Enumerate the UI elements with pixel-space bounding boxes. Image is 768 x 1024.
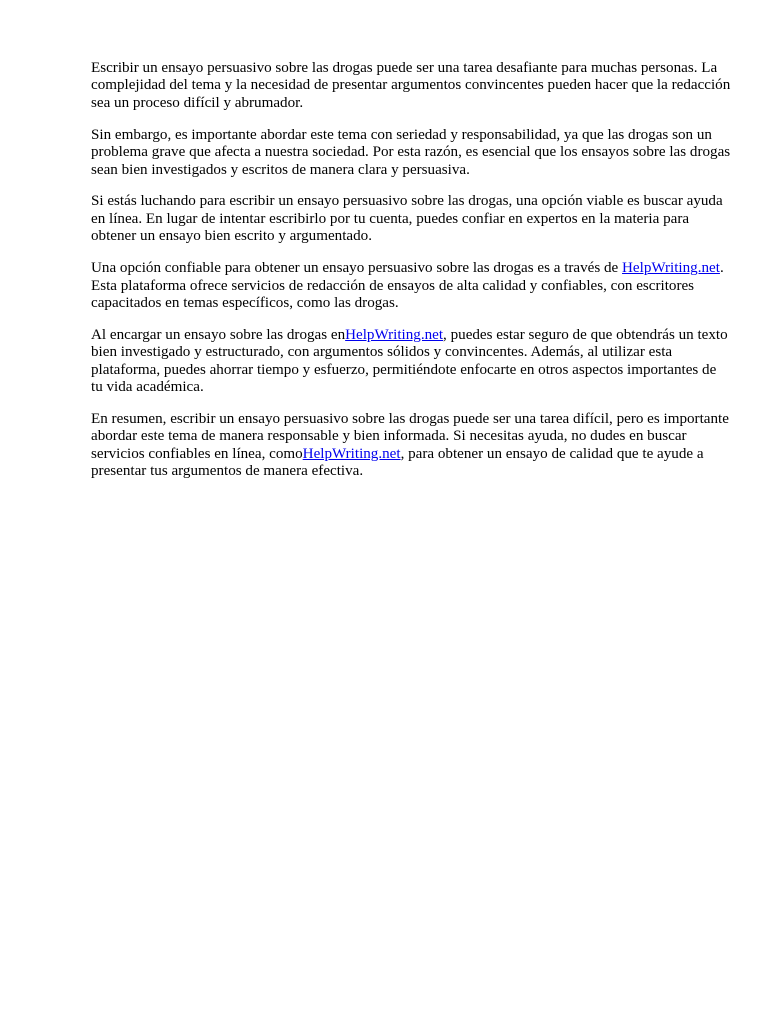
- paragraph-text: Una opción confiable para obtener un ensayo persuasivo sobre las drogas es a través de: [91, 260, 623, 277]
- paragraph-intro: Escribir un ensayo persuasivo sobre las drogas puede ser una tarea desafiante para muchas personas. La complejidad del tema y la necesidad de presentar argumentos convincentes pueden hacer que la redacción sea un proceso difícil y abrumador.: [91, 60, 731, 111]
- helpwriting-link[interactable]: HelpWriting.net: [302, 445, 401, 462]
- helpwriting-link[interactable]: HelpWriting.net: [622, 260, 720, 277]
- paragraph-ordering: [91, 327, 731, 397]
- paragraph-reliable-option: [91, 260, 731, 312]
- paragraph-text: En resumen, escribir un ensayo persuasivo sobre las drogas puede ser una tarea difícil, pero es importante abordar este tema de manera responsable y bien informada. Si necesitas ayuda, no dudes en buscar servicios confiables en línea, como: [91, 411, 729, 462]
- paragraph-text: , puedes estar seguro de que obtendrás un texto bien investigado y estructurado, con argumentos sólidos y convincentes. Además, al utilizar esta plataforma, puedes ahorrar tiempo y esfuerzo, permitiéndote enfocarte en otros aspectos importantes de tu vida académica.: [91, 326, 728, 396]
- paragraph-text: Al encargar un ensayo sobre las drogas en: [91, 326, 346, 343]
- helpwriting-link[interactable]: HelpWriting.net: [345, 326, 444, 343]
- paragraph-importance: Sin embargo, es importante abordar este tema con seriedad y responsabilidad, ya que las drogas son un problema grave que afecta a nuestra sociedad. Por esta razón, es esencial que los ensayos sobre las drogas sean bien investigados y escritos de manera clara y persuasiva.: [91, 126, 731, 178]
- paragraph-text: . Esta plataforma ofrece servicios de redacción de ensayos de alta calidad y confiables, con escritores capacitados en temas específicos, como las drogas.: [91, 260, 724, 311]
- paragraph-text: , para obtener un ensayo de calidad que te ayude a presentar tus argumentos de manera efectiva.: [91, 445, 704, 480]
- document-body: [91, 60, 731, 495]
- paragraph-summary: [91, 411, 731, 481]
- paragraph-online-help: Si estás luchando para escribir un ensayo persuasivo sobre las drogas, una opción viable es buscar ayuda en línea. En lugar de intentar escribirlo por tu cuenta, puedes confiar en expertos en la materia para obtener un ensayo bien escrito y argumentado.: [91, 193, 723, 245]
